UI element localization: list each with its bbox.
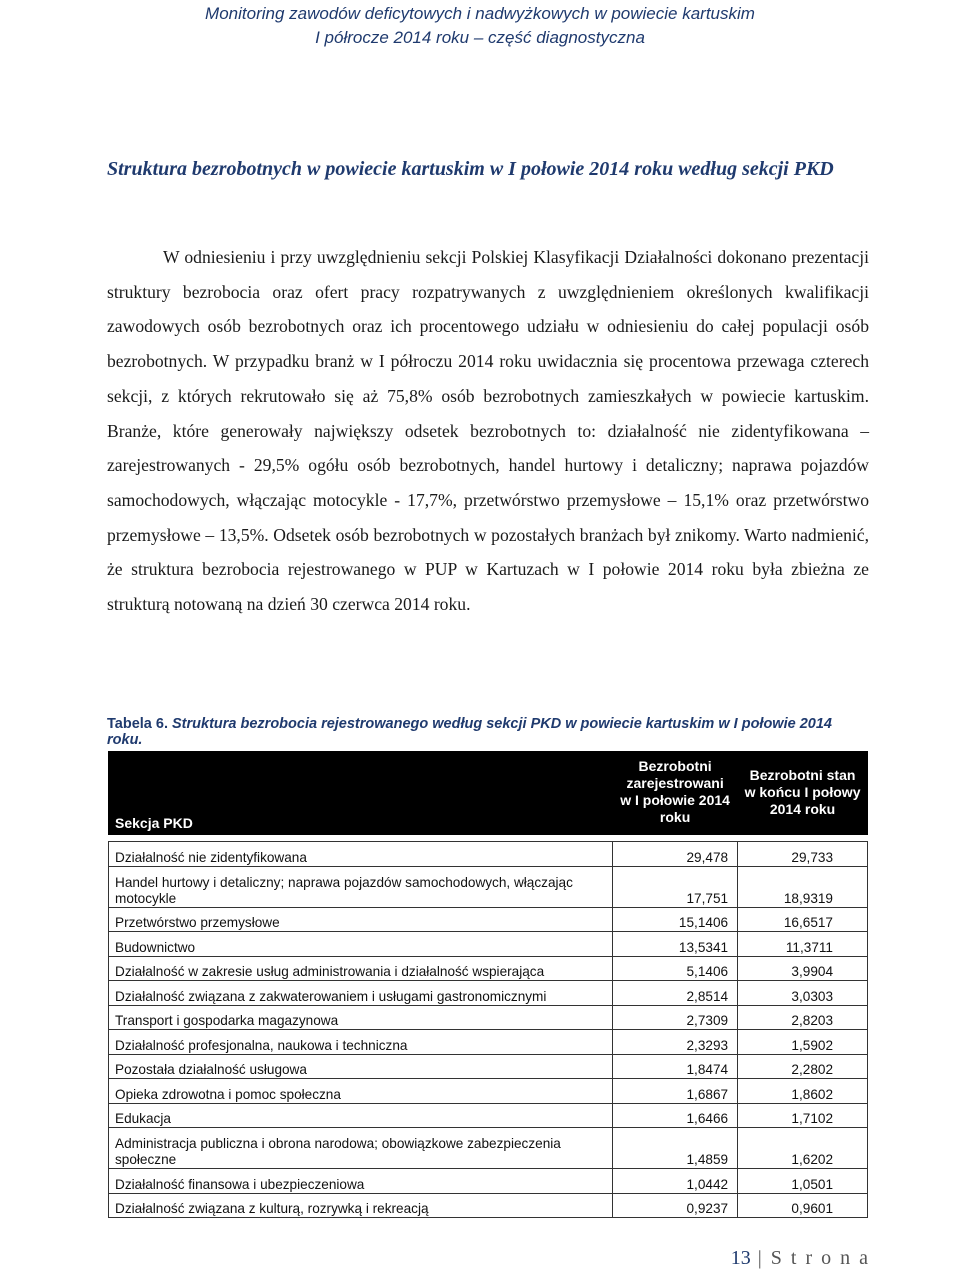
footer-separator: |: [757, 1247, 764, 1269]
cell-end-state: 16,6517: [738, 907, 868, 932]
cell-end-state: 2,8203: [738, 1005, 868, 1030]
cell-registered: 1,6867: [613, 1079, 738, 1104]
table-caption: [107, 716, 869, 748]
cell-end-state: 3,9904: [738, 956, 868, 981]
cell-end-state: 3,0303: [738, 981, 868, 1006]
cell-registered: 15,1406: [613, 907, 738, 932]
cell-sekcja: Działalność profesjonalna, naukowa i techniczna: [109, 1030, 613, 1055]
table-caption-label: Tabela 6.: [107, 716, 168, 732]
cell-end-state: 0,9601: [738, 1193, 868, 1218]
table-row: [109, 866, 868, 907]
cell-registered: 2,3293: [613, 1030, 738, 1055]
cell-sekcja: Administracja publiczna i obrona narodowa; obowiązkowe zabezpieczenia społeczne: [109, 1128, 613, 1169]
header-sekcja: Sekcja PKD: [109, 752, 613, 835]
cell-end-state: 1,6202: [738, 1128, 868, 1169]
cell-registered: 0,9237: [613, 1193, 738, 1218]
table-header-row: [109, 752, 868, 835]
cell-sekcja: Opieka zdrowotna i pomoc społeczna: [109, 1079, 613, 1104]
cell-sekcja: Handel hurtowy i detaliczny; naprawa pojazdów samochodowych, włączając motocykle: [109, 866, 613, 907]
header-line-1: Monitoring zawodów deficytowych i nadwyżkowych w powiecie kartuskim: [205, 4, 755, 23]
cell-registered: 29,478: [613, 842, 738, 867]
table-row: [109, 1030, 868, 1055]
pkd-table: [108, 751, 868, 1218]
cell-end-state: 2,2802: [738, 1054, 868, 1079]
section-title: Struktura bezrobotnych w powiecie kartuskim w I połowie 2014 roku według sekcji PKD: [107, 158, 834, 180]
cell-end-state: 11,3711: [738, 932, 868, 957]
table-row: [109, 956, 868, 981]
cell-registered: 1,6466: [613, 1103, 738, 1128]
body-paragraph-text: W odniesieniu i przy uwzględnieniu sekcji Polskiej Klasyfikacji Działalności dokonano prezentacji struktury bezrobocia oraz ofert pracy rozpatrywanych z uwzględnieniem określonych kwalifikacji zawodowych osób bezrobotnych oraz ich procentowego udziału w odniesieniu do całej populacji osób bezrobotnych. W przypadku branż w I półroczu 2014 roku uwidacznia się procentowa przewaga czterech sekcji, z których rekrutowało się aż 75,8% osób bezrobotnych zamieszkałych w powiecie kartuskim. Branże, które generowały największy odsetek bezrobotnych to: działalność nie zidentyfikowana – zarejestrowanych - 29,5% ogółu osób bezrobotnych, handel hurtowy i detaliczny; naprawa pojazdów samochodowych, włączając motocykle - 17,7%, przetwórstwo przemysłowe – 15,1% oraz przetwórstwo przemysłowe – 13,5%. Odsetek osób bezrobotnych w pozostałych branżach był znikomy. Warto nadmienić, że struktura bezrobocia rejestrowanego w PUP w Kartuzach w I połowie 2014 roku była zbieżna ze strukturą notowaną na dzień 30 czerwca 2014 roku.: [107, 247, 869, 615]
table-row: [109, 1103, 868, 1128]
cell-sekcja: Transport i gospodarka magazynowa: [109, 1005, 613, 1030]
table-caption-text: Struktura bezrobocia rejestrowanego według sekcji PKD w powiecie kartuskim w I połowie 2014 roku.: [107, 716, 832, 748]
cell-end-state: 1,8602: [738, 1079, 868, 1104]
cell-sekcja: Pozostała działalność usługowa: [109, 1054, 613, 1079]
table-row: [109, 1054, 868, 1079]
cell-registered: 13,5341: [613, 932, 738, 957]
cell-registered: 1,8474: [613, 1054, 738, 1079]
table-row: [109, 1079, 868, 1104]
cell-end-state: 18,9319: [738, 866, 868, 907]
cell-end-state: 29,733: [738, 842, 868, 867]
cell-sekcja: Budownictwo: [109, 932, 613, 957]
table-row: [109, 1128, 868, 1169]
cell-end-state: 1,7102: [738, 1103, 868, 1128]
cell-sekcja: Działalność w zakresie usług administrowania i działalność wspierająca: [109, 956, 613, 981]
header-line-2: I półrocze 2014 roku – część diagnostyczna: [315, 28, 645, 47]
table-spacer: [109, 835, 868, 842]
cell-end-state: 1,0501: [738, 1169, 868, 1194]
cell-sekcja: Działalność finansowa i ubezpieczeniowa: [109, 1169, 613, 1194]
table-row: [109, 907, 868, 932]
cell-sekcja: Przetwórstwo przemysłowe: [109, 907, 613, 932]
cell-sekcja: Działalność nie zidentyfikowana: [109, 842, 613, 867]
table-row: [109, 842, 868, 867]
table-row: [109, 932, 868, 957]
page-header: [0, 2, 960, 50]
cell-registered: 1,4859: [613, 1128, 738, 1169]
cell-registered: 5,1406: [613, 956, 738, 981]
footer-label: S t r o n a: [770, 1247, 870, 1269]
cell-registered: 17,751: [613, 866, 738, 907]
table-row: [109, 1005, 868, 1030]
cell-registered: 2,7309: [613, 1005, 738, 1030]
body-paragraph: [107, 240, 869, 622]
table-row: [109, 981, 868, 1006]
cell-registered: 1,0442: [613, 1169, 738, 1194]
table-row: [109, 1169, 868, 1194]
cell-sekcja: Działalność związana z kulturą, rozrywką i rekreacją: [109, 1193, 613, 1218]
cell-sekcja: Działalność związana z zakwaterowaniem i usługami gastronomicznymi: [109, 981, 613, 1006]
header-end-state: Bezrobotni stan w końcu I połowy 2014 roku: [738, 752, 868, 835]
cell-end-state: 1,5902: [738, 1030, 868, 1055]
header-registered: Bezrobotni zarejestrowani w I połowie 2014 roku: [613, 752, 738, 835]
page-number: 13: [730, 1247, 751, 1269]
table-row: [109, 1193, 868, 1218]
cell-registered: 2,8514: [613, 981, 738, 1006]
cell-sekcja: Edukacja: [109, 1103, 613, 1128]
page-footer: [700, 1247, 870, 1270]
